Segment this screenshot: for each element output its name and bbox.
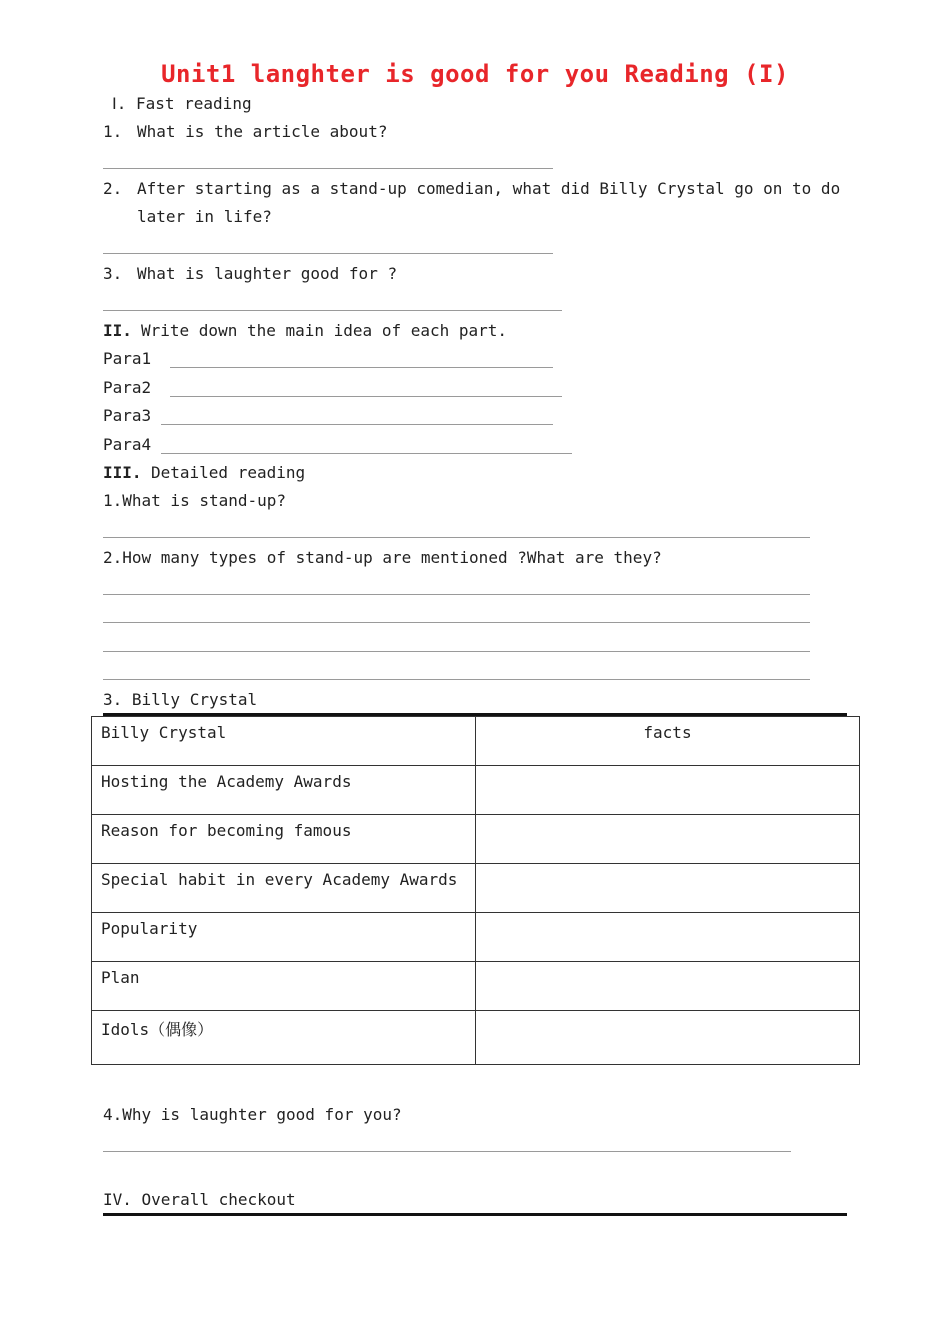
para-3-label: Para3	[103, 406, 152, 425]
section-rule-bottom	[103, 1213, 847, 1216]
answer-line-detail-1[interactable]	[103, 537, 810, 538]
table-row	[92, 913, 860, 962]
detail-question-4: 4.Why is laughter good for you?	[103, 1105, 402, 1124]
question-2-number: 2.	[103, 179, 123, 198]
answer-line-detail-2b[interactable]	[103, 622, 810, 623]
table-row-label: Idols（偶像）	[92, 1011, 476, 1065]
table-row-answer-cell[interactable]	[476, 864, 860, 913]
table-row	[92, 766, 860, 815]
answer-line-q3[interactable]	[103, 310, 562, 311]
table-header-row	[92, 717, 860, 766]
section-3-heading-text: Detailed reading	[151, 463, 306, 482]
table-header-subject: Billy Crystal	[92, 717, 476, 766]
table-row-label: Plan	[92, 962, 476, 1011]
table-row-label: Reason for becoming famous	[92, 815, 476, 864]
answer-line-detail-2a[interactable]	[103, 594, 810, 595]
table-row-answer-cell[interactable]	[476, 766, 860, 815]
section-2-heading-text: Write down the main idea of each part.	[141, 321, 508, 340]
section-3-heading-number: III.	[103, 463, 142, 482]
table-row-label: Popularity	[92, 913, 476, 962]
answer-line-detail-2d[interactable]	[103, 679, 810, 680]
question-1-number: 1.	[103, 122, 123, 141]
table-row-label: Hosting the Academy Awards	[92, 766, 476, 815]
page-title: Unit1 langhter is good for you Reading (I)	[161, 60, 789, 88]
para-4-label: Para4	[103, 435, 152, 454]
table-row	[92, 962, 860, 1011]
question-3-number: 3.	[103, 264, 123, 283]
section-2-heading-number: II.	[103, 321, 132, 340]
table-row-answer-cell[interactable]	[476, 962, 860, 1011]
table-row-answer-cell[interactable]	[476, 815, 860, 864]
table-header-facts: facts	[476, 717, 860, 766]
detail-question-3: 3. Billy Crystal	[103, 690, 258, 709]
para-1-label: Para1	[103, 349, 152, 368]
question-2-text: After starting as a stand-up comedian, what did Billy Crystal go on to do	[137, 179, 841, 198]
table-row-label: Special habit in every Academy Awards	[92, 864, 476, 913]
table-row-answer-cell[interactable]	[476, 1011, 860, 1065]
table-row	[92, 864, 860, 913]
detail-question-2: 2.How many types of stand-up are mentioned ?What are they?	[103, 548, 662, 567]
answer-line-para-4[interactable]	[161, 453, 572, 454]
table-row	[92, 815, 860, 864]
answer-line-detail-4[interactable]	[103, 1151, 791, 1152]
question-3-text: What is laughter good for ?	[137, 264, 398, 283]
answer-line-para-1[interactable]	[170, 367, 553, 368]
question-2-text-continued: later in life?	[137, 207, 272, 226]
answer-line-para-3[interactable]	[161, 424, 553, 425]
answer-line-detail-2c[interactable]	[103, 651, 810, 652]
answer-line-q1[interactable]	[103, 168, 553, 169]
table-row-answer-cell[interactable]	[476, 913, 860, 962]
table-row	[92, 1011, 860, 1065]
section-1-heading: Ⅰ. Fast reading	[112, 94, 252, 113]
answer-line-para-2[interactable]	[170, 396, 562, 397]
para-2-label: Para2	[103, 378, 152, 397]
section-4-heading: IV. Overall checkout	[103, 1190, 296, 1209]
billy-crystal-facts-table	[91, 716, 860, 1065]
question-1-text: What is the article about?	[137, 122, 388, 141]
answer-line-q2[interactable]	[103, 253, 553, 254]
detail-question-1: 1.What is stand-up?	[103, 491, 287, 510]
